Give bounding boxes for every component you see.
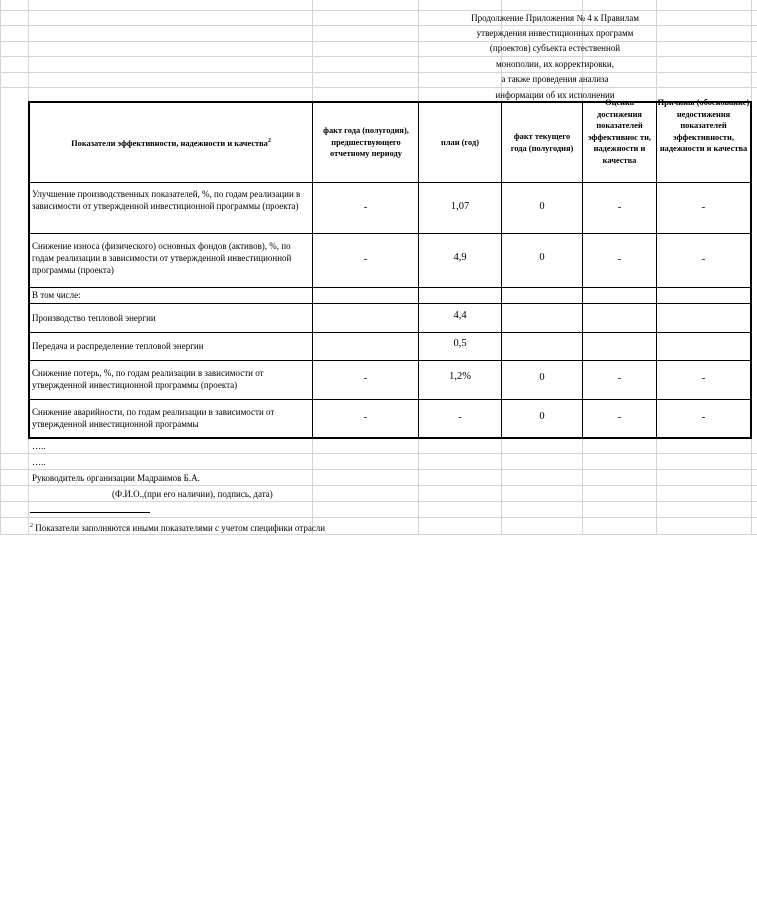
header-assessment — [583, 98, 656, 182]
row-label: Снижение аварийности, по годам реализации в зависимости от утвержденной инвестиционной программы — [32, 407, 275, 429]
cell-prev: - — [363, 202, 368, 213]
cell-assess: - — [617, 412, 622, 423]
footnote — [30, 520, 325, 534]
cell-prev: - — [363, 254, 368, 265]
cell-assess: - — [617, 373, 622, 384]
gridline — [0, 517, 757, 518]
gridline — [0, 453, 757, 454]
table-border — [312, 101, 313, 439]
cell-plan: 1,2% — [449, 371, 471, 382]
cell-plan: 1,07 — [450, 201, 470, 212]
header-plan-text: план (год) — [441, 137, 479, 147]
table-border — [28, 233, 752, 234]
gridline — [0, 534, 757, 535]
annex-line: (проектов) субъекта естественной — [489, 43, 621, 53]
header-indicator — [30, 103, 312, 182]
table-border — [28, 360, 752, 361]
cell-plan: 0,5 — [453, 338, 467, 349]
ellipsis-row: ….. — [32, 441, 46, 451]
signature-note: (Ф.И.О.,(при его наличии), подпись, дата) — [112, 489, 273, 499]
annex-line: монополии, их корректировки, — [495, 59, 614, 69]
cell-cur: 0 — [539, 411, 545, 422]
cell-cur: 0 — [539, 372, 545, 383]
table-border — [28, 399, 752, 400]
cell-reason: - — [701, 254, 706, 265]
gridline — [0, 501, 757, 502]
header-indicator-text: Показатели эффективности, надежности и качества — [71, 138, 268, 148]
gridline — [0, 0, 1, 535]
row-label: Передача и распределение тепловой энергии — [32, 341, 204, 351]
row-label: Снижение износа (физического) основных фондов (активов), %, по годам реализации в зависимости от утвержденной инвестиционной программы (проекта) — [32, 241, 292, 275]
footnote-marker: 2 — [30, 523, 33, 529]
cell-assess: - — [617, 254, 622, 265]
cell-plan: 4,4 — [453, 310, 467, 321]
footnote-separator — [30, 512, 150, 513]
annex-line: Продолжение Приложения № 4 к Правилам — [471, 13, 639, 23]
row-label: В том числе: — [32, 290, 81, 300]
table-border — [750, 101, 752, 439]
cell-reason: - — [701, 373, 706, 384]
ellipsis-row: ….. — [32, 457, 46, 467]
header-assessment-text: Оценка достижения показателей эффективнос ти, надежности и качества — [587, 98, 652, 165]
row-label: Снижение потерь, %, по годам реализации в зависимости от утвержденной инвестиционной программы (проекта) — [32, 368, 264, 390]
table-border — [28, 303, 752, 304]
table-border — [28, 287, 752, 288]
gridline — [0, 485, 757, 486]
head-of-organization: Руководитель организации Мадраимов Б.А. — [32, 473, 200, 483]
header-cur-fact — [502, 103, 582, 182]
header-plan — [419, 103, 501, 182]
cell-plan: - — [458, 412, 462, 423]
header-reasons — [657, 98, 750, 182]
annex-line: утверждения инвестиционных программ — [476, 28, 634, 38]
cell-cur: 0 — [539, 252, 545, 263]
gridline — [0, 469, 757, 470]
cell-reason: - — [701, 202, 706, 213]
header-cur-fact-text: факт текущего года (полугодия) — [510, 131, 574, 153]
cell-cur: 0 — [539, 201, 545, 212]
cell-reason: - — [701, 412, 706, 423]
header-prev-fact-text: факт года (полугодия), предшествующего отчетному периоду — [323, 126, 409, 159]
table-border — [28, 182, 752, 183]
annex-line: а также проведения анализа — [501, 74, 609, 84]
annex-line: информации об их исполнении — [495, 90, 615, 100]
row-label: Улучшение производственных показателей, %, по годам реализации в зависимости от утвержденной инвестиционной программы (проекта) — [32, 189, 301, 211]
table-border — [28, 332, 752, 333]
footnote-ref: 2 — [267, 137, 271, 144]
cell-prev: - — [363, 412, 368, 423]
header-reasons-text: Причины (обоснование) недостижения показателей эффективности, надежности и качества — [657, 98, 750, 154]
footnote-text: Показатели заполняются иными показателями с учетом специфики отрасли — [33, 523, 326, 533]
table-border — [28, 437, 752, 439]
cell-prev: - — [363, 373, 368, 384]
header-prev-fact — [314, 103, 418, 182]
cell-plan: 4,9 — [453, 252, 467, 263]
row-label: Производство тепловой энергии — [32, 313, 156, 323]
cell-assess: - — [617, 202, 622, 213]
